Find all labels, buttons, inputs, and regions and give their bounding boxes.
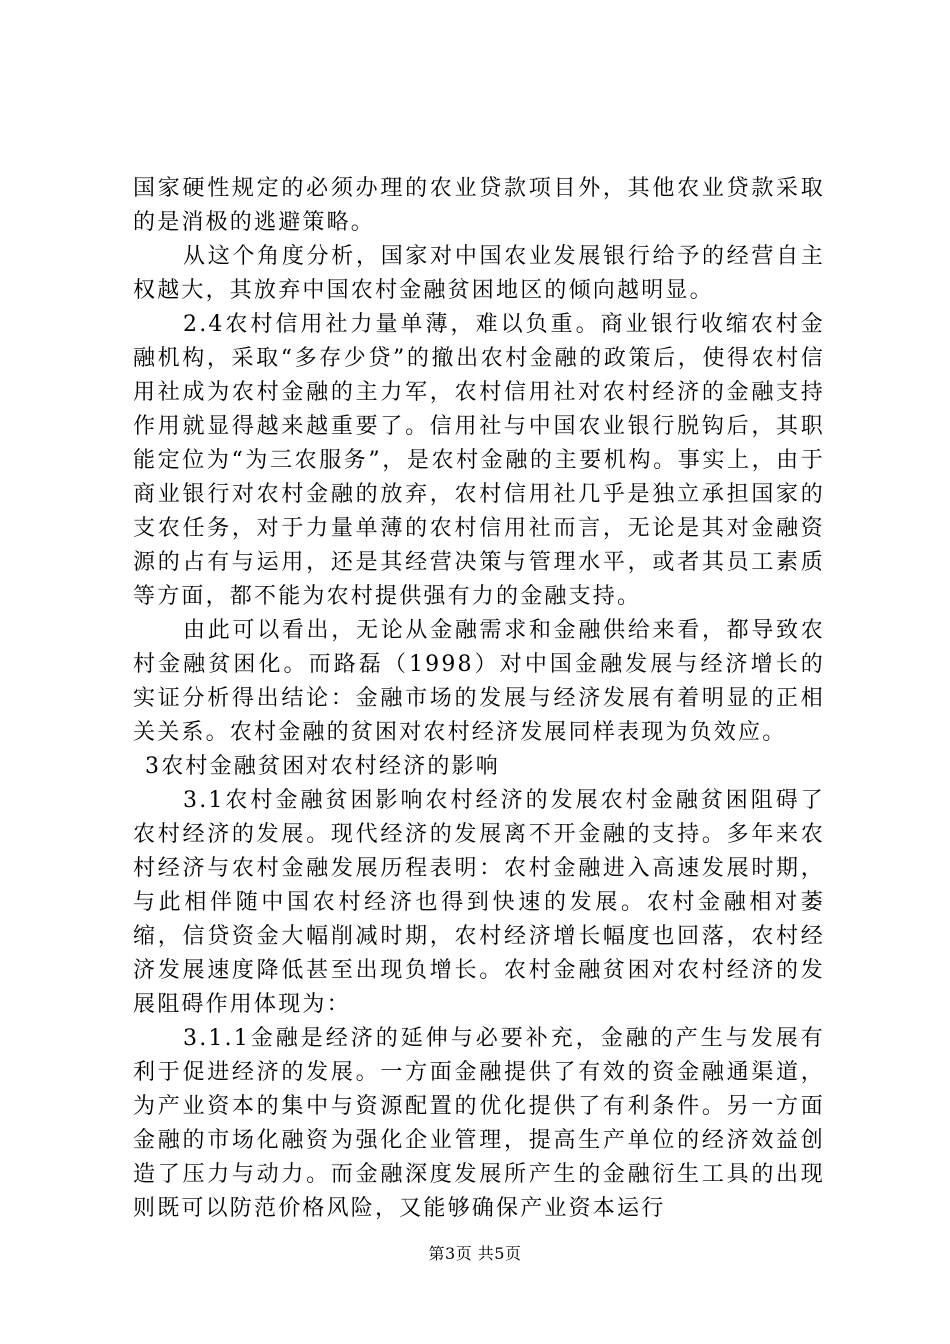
section-heading-3: 3农村金融贫困对农村经济的影响: [145, 754, 500, 779]
paragraph-conclusion: 由此可以看出，无论从金融需求和金融供给来看，都导致农村金融贫困化。而路磊（1998）对中国金融发展与经济增长的实证分析得出结论：金融市场的发展与经济发展有着明显的正相关关系。农村金融的贫困对农村经济发展同样表现为负效应。: [133, 618, 825, 745]
paragraph-continuation: 国家硬性规定的必须办理的农业贷款项目外，其他农业贷款采取的是消极的逃避策略。: [133, 176, 825, 235]
paragraph-section-2-4: 2.4农村信用社力量单薄，难以负重。商业银行收缩农村金融机构，采取“多存少贷”的撤出农村金融的政策后，使得农村信用社成为农村金融的主力军，农村信用社对农村经济的金融支持作用就显得越来越重要了。信用社与中国农业银行脱钩后，其职能定位为“为三农服务”，是农村金融的主要机构。事实上，由于商业银行对农村金融的放弃，农村信用社几乎是独立承担国家的支农任务，对于力量单薄的农村信用社而言，无论是其对金融资源的占有与运用，还是其经营决策与管理水平，或者其员工素质等方面，都不能为农村提供强有力的金融支持。: [133, 312, 825, 609]
document-body: [133, 172, 825, 1226]
paragraph-section-3-1-1: 3.1.1金融是经济的延伸与必要补充，金融的产生与发展有利于促进经济的发展。一方面金融提供了有效的资金融通渠道，为产业资本的集中与资源配置的优化提供了有利条件。另一方面金融的市场化融资为强化企业管理，提高生产单位的经济效益创造了压力与动力。而金融深度发展所产生的金融衍生工具的出现则既可以防范价格风险，又能够确保产业资本运行: [133, 1026, 825, 1221]
paragraph-section-3-1: 3.1农村金融贫困影响农村经济的发展农村金融贫困阻碍了农村经济的发展。现代经济的发展离不开金融的支持。多年来农村经济与农村金融发展历程表明：农村金融进入高速发展时期，与此相伴随中国农村经济也得到快速的发展。农村金融相对萎缩，信贷资金大幅削减时期，农村经济增长幅度也回落，农村经济发展速度降低甚至出现负增长。农村金融贫困对农村经济的发展阻碍作用体现为：: [133, 788, 825, 1017]
page-number-footer: 第3页 共5页: [428, 1244, 522, 1263]
paragraph-analysis: 从这个角度分析，国家对中国农业发展银行给予的经营自主权越大，其放弃中国农村金融贫困地区的倾向越明显。: [133, 244, 825, 303]
